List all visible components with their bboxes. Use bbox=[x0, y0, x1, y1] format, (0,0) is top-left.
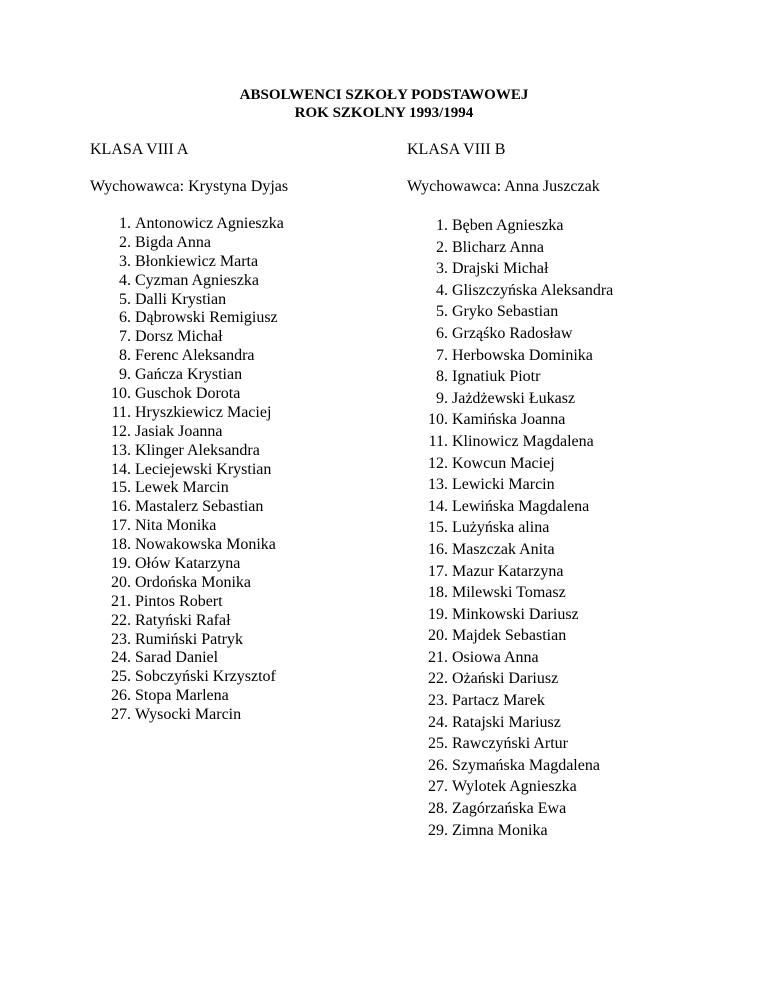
list-item-number: 9. bbox=[119, 366, 131, 384]
list-item bbox=[407, 237, 613, 259]
list-item-number: 2. bbox=[119, 233, 131, 251]
list-item-number: 1. bbox=[119, 215, 131, 232]
student-name: Nowakowska Monika bbox=[135, 536, 276, 554]
student-name: Sarad Daniel bbox=[135, 649, 219, 667]
class-heading: KLASA VIII B bbox=[407, 141, 506, 158]
student-name: Ratyński Rafał bbox=[135, 611, 231, 629]
student-name: Kamińska Joanna bbox=[452, 411, 566, 429]
document-subtitle: ROK SZKOLNY 1993/1994 bbox=[294, 105, 474, 121]
student-name: Jasiak Joanna bbox=[135, 422, 223, 440]
student-name: Lewek Marcin bbox=[135, 479, 229, 497]
list-item-number: 11. bbox=[428, 432, 448, 450]
list-item-number: 14. bbox=[111, 460, 131, 478]
list-item-number: 12. bbox=[428, 454, 448, 472]
list-item bbox=[407, 647, 613, 669]
student-name: Rumiński Patryk bbox=[135, 630, 244, 648]
list-item-number: 14. bbox=[428, 497, 448, 515]
list-item-number: 16. bbox=[111, 498, 131, 516]
student-name: Drajski Michał bbox=[452, 260, 549, 278]
list-item bbox=[90, 479, 284, 498]
list-item-number: 25. bbox=[111, 668, 131, 686]
list-item bbox=[407, 755, 613, 777]
list-item-number: 9. bbox=[436, 389, 448, 407]
student-name: Lużyńska alina bbox=[452, 519, 550, 537]
list-item-number: 22. bbox=[111, 611, 131, 629]
list-item bbox=[407, 215, 613, 237]
student-name: Pintos Robert bbox=[135, 592, 223, 610]
list-item bbox=[407, 561, 613, 583]
student-name: Nita Monika bbox=[135, 517, 217, 535]
student-name: Gryko Sebastian bbox=[452, 303, 559, 321]
list-item bbox=[90, 234, 284, 253]
student-name: Dalli Krystian bbox=[135, 290, 227, 308]
list-item-number: 4. bbox=[436, 281, 448, 299]
student-name: Blicharz Anna bbox=[452, 238, 544, 256]
list-item bbox=[90, 612, 284, 631]
student-name: Rawczyński Artur bbox=[452, 735, 568, 753]
list-item bbox=[90, 253, 284, 272]
list-item bbox=[90, 517, 284, 536]
student-name: Gliszczyńska Aleksandra bbox=[452, 281, 614, 299]
list-item bbox=[90, 291, 284, 310]
student-name: Zimna Monika bbox=[452, 821, 548, 839]
list-item bbox=[407, 323, 613, 345]
student-name: Ordońska Monika bbox=[135, 573, 251, 591]
list-item-number: 19. bbox=[111, 555, 131, 573]
list-item-number: 23. bbox=[428, 692, 448, 710]
student-name: Ołów Katarzyna bbox=[135, 555, 241, 573]
list-item bbox=[90, 461, 284, 480]
student-name: Szymańska Magdalena bbox=[452, 756, 600, 774]
list-item-number: 18. bbox=[428, 584, 448, 602]
list-item bbox=[90, 498, 284, 517]
list-item-number: 12. bbox=[111, 422, 131, 440]
list-item-number: 20. bbox=[111, 573, 131, 591]
list-item-number: 27. bbox=[428, 778, 448, 796]
student-name: Lewicki Marcin bbox=[452, 476, 555, 494]
student-name: Herbowska Dominika bbox=[452, 346, 593, 364]
list-item bbox=[407, 496, 613, 518]
list-item bbox=[90, 404, 284, 423]
student-name: Stopa Marlena bbox=[135, 687, 229, 705]
list-item bbox=[90, 706, 284, 725]
list-item-number: 5. bbox=[119, 290, 131, 308]
list-item bbox=[407, 258, 613, 280]
list-item bbox=[407, 280, 613, 302]
list-item-number: 11. bbox=[111, 403, 131, 421]
list-item-number: 8. bbox=[436, 368, 448, 386]
student-name: Zagórzańska Ewa bbox=[452, 800, 567, 818]
list-item-number: 1. bbox=[436, 217, 448, 234]
list-item-number: 16. bbox=[428, 540, 448, 558]
list-item-number: 24. bbox=[428, 713, 448, 731]
list-item bbox=[407, 345, 613, 367]
list-item-number: 22. bbox=[428, 670, 448, 688]
student-name: Ferenc Aleksandra bbox=[135, 347, 255, 365]
list-item bbox=[407, 453, 613, 475]
list-item-number: 21. bbox=[111, 592, 131, 610]
student-name: Majdek Sebastian bbox=[452, 627, 567, 645]
list-item bbox=[90, 536, 284, 555]
student-name: Cyzman Agnieszka bbox=[135, 271, 259, 289]
student-name: Jażdżewski Łukasz bbox=[452, 389, 576, 407]
list-item-number: 20. bbox=[428, 627, 448, 645]
list-item bbox=[407, 776, 613, 798]
student-name: Klinger Aleksandra bbox=[135, 441, 260, 459]
list-item bbox=[407, 388, 613, 410]
list-item-number: 18. bbox=[111, 536, 131, 554]
list-item bbox=[407, 668, 613, 690]
student-name: Osiowa Anna bbox=[452, 648, 539, 666]
list-item-number: 6. bbox=[119, 309, 131, 327]
list-item bbox=[407, 712, 613, 734]
list-item-number: 17. bbox=[428, 562, 448, 580]
list-item bbox=[90, 366, 284, 385]
list-item-number: 10. bbox=[428, 411, 448, 429]
student-name: Mastalerz Sebastian bbox=[135, 498, 264, 516]
list-item bbox=[407, 733, 613, 755]
student-name: Antonowicz Agnieszka bbox=[135, 215, 284, 232]
list-item bbox=[407, 820, 613, 842]
student-name: Dorsz Michał bbox=[135, 328, 223, 346]
list-item-number: 13. bbox=[428, 476, 448, 494]
list-item-number: 19. bbox=[428, 605, 448, 623]
student-name: Ratajski Mariusz bbox=[452, 713, 561, 731]
list-item-number: 7. bbox=[436, 346, 448, 364]
list-item-number: 25. bbox=[428, 735, 448, 753]
class-heading: KLASA VIII A bbox=[90, 141, 189, 158]
list-item-number: 26. bbox=[111, 687, 131, 705]
list-item-number: 6. bbox=[436, 324, 448, 342]
list-item-number: 15. bbox=[428, 519, 448, 537]
list-item-number: 7. bbox=[119, 328, 131, 346]
list-item bbox=[407, 366, 613, 388]
list-item-number: 27. bbox=[111, 706, 131, 724]
list-item bbox=[90, 555, 284, 574]
list-item-number: 4. bbox=[119, 271, 131, 289]
list-item bbox=[90, 385, 284, 404]
list-item bbox=[90, 631, 284, 650]
list-item bbox=[90, 574, 284, 593]
list-item bbox=[407, 798, 613, 820]
list-item-number: 17. bbox=[111, 517, 131, 535]
student-name: Minkowski Dariusz bbox=[452, 605, 579, 623]
student-list bbox=[407, 215, 613, 841]
list-item bbox=[90, 442, 284, 461]
student-name: Mazur Katarzyna bbox=[452, 562, 564, 580]
list-item-number: 10. bbox=[111, 385, 131, 403]
student-name: Kowcun Maciej bbox=[452, 454, 555, 472]
list-item bbox=[90, 649, 284, 668]
list-item bbox=[90, 328, 284, 347]
class-teacher: Wychowawca: Anna Juszczak bbox=[407, 178, 600, 195]
list-item bbox=[90, 215, 284, 234]
document-title: ABSOLWENCI SZKOŁY PODSTAWOWEJ bbox=[239, 87, 529, 103]
student-name: Leciejewski Krystian bbox=[135, 460, 272, 478]
student-name: Bigda Anna bbox=[135, 233, 211, 251]
student-name: Sobczyński Krzysztof bbox=[135, 668, 276, 686]
list-item-number: 2. bbox=[436, 238, 448, 256]
list-item bbox=[90, 687, 284, 706]
list-item bbox=[90, 347, 284, 366]
list-item-number: 3. bbox=[119, 252, 131, 270]
list-item-number: 28. bbox=[428, 800, 448, 818]
list-item bbox=[407, 625, 613, 647]
student-name: Hryszkiewicz Maciej bbox=[135, 403, 272, 421]
list-item bbox=[407, 517, 613, 539]
list-item bbox=[407, 604, 613, 626]
student-list bbox=[90, 215, 284, 725]
list-item-number: 13. bbox=[111, 441, 131, 459]
student-name: Wysocki Marcin bbox=[135, 706, 242, 724]
student-name: Klinowicz Magdalena bbox=[452, 432, 594, 450]
list-item-number: 8. bbox=[119, 347, 131, 365]
list-item bbox=[407, 431, 613, 453]
student-name: Milewski Tomasz bbox=[452, 584, 566, 602]
student-name: Bęben Agnieszka bbox=[452, 217, 564, 234]
student-name: Błonkiewicz Marta bbox=[135, 252, 259, 270]
student-name: Ignatiuk Piotr bbox=[452, 368, 541, 386]
student-name: Guschok Dorota bbox=[135, 385, 241, 403]
class-teacher: Wychowawca: Krystyna Dyjas bbox=[90, 178, 289, 195]
list-item-number: 5. bbox=[436, 303, 448, 321]
student-name: Lewińska Magdalena bbox=[452, 497, 590, 515]
list-item-number: 21. bbox=[428, 648, 448, 666]
list-item bbox=[90, 423, 284, 442]
list-item bbox=[407, 582, 613, 604]
list-item bbox=[407, 690, 613, 712]
list-item bbox=[407, 301, 613, 323]
list-item-number: 15. bbox=[111, 479, 131, 497]
list-item-number: 3. bbox=[436, 260, 448, 278]
student-name: Grząśko Radosław bbox=[452, 324, 573, 342]
list-item-number: 24. bbox=[111, 649, 131, 667]
list-item-number: 29. bbox=[428, 821, 448, 839]
student-name: Ożański Dariusz bbox=[452, 670, 559, 688]
student-name: Wylotek Agnieszka bbox=[452, 778, 577, 796]
list-item bbox=[407, 409, 613, 431]
list-item bbox=[90, 309, 284, 328]
student-name: Maszczak Anita bbox=[452, 540, 555, 558]
student-name: Gańcza Krystian bbox=[135, 366, 243, 384]
student-name: Dąbrowski Remigiusz bbox=[135, 309, 278, 327]
list-item-number: 26. bbox=[428, 756, 448, 774]
list-item-number: 23. bbox=[111, 630, 131, 648]
list-item bbox=[407, 474, 613, 496]
list-item bbox=[90, 272, 284, 291]
list-item bbox=[90, 593, 284, 612]
student-name: Partacz Marek bbox=[452, 692, 545, 710]
list-item bbox=[90, 668, 284, 687]
list-item bbox=[407, 539, 613, 561]
